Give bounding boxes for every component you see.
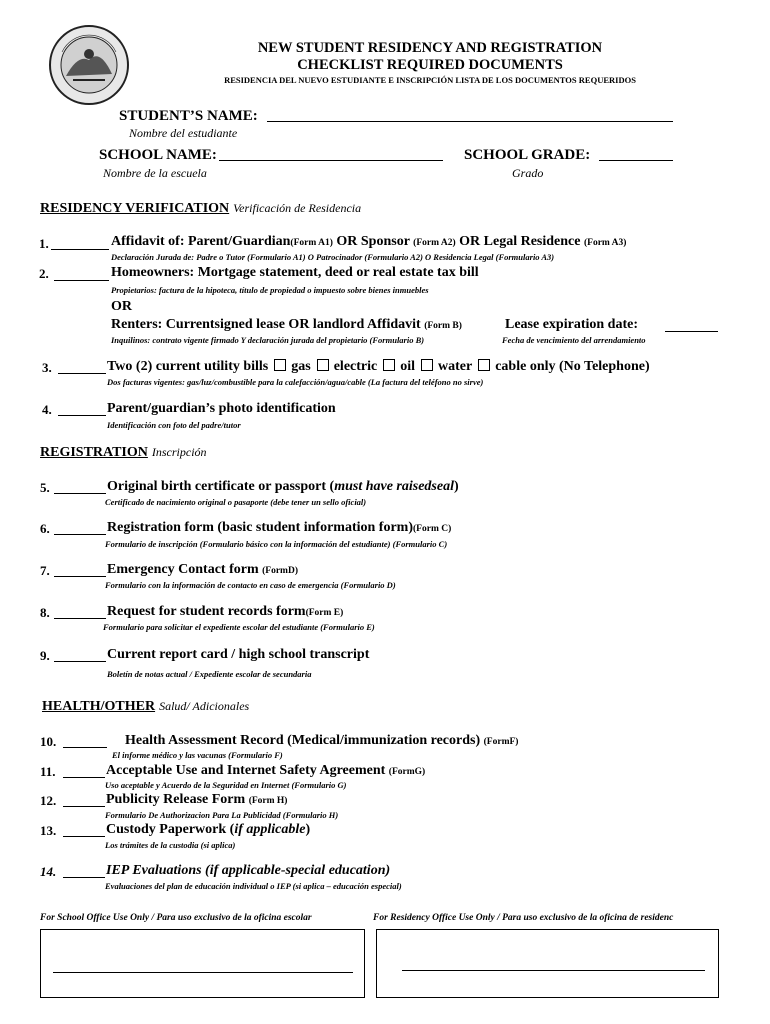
school-grade-field[interactable] [599,160,673,161]
item8-check-line[interactable] [54,618,106,619]
item12-spanish: Formulario De Authorizacion Para La Publicidad (Formulario H) [105,810,339,820]
item2-number: 2. [39,266,49,281]
item1-check-line[interactable] [51,249,109,250]
item10-spanish: El informe médico y las vacunas (Formulario F) [112,750,283,760]
item12-label: Publicity Release Form (Form H) [106,792,288,807]
residency-office-signature-line[interactable] [402,970,705,971]
item4-number: 4. [42,402,52,417]
item6-spanish: Formulario de inscripción (Formulario básico con la información del estudiante) (Formulario C) [105,539,448,549]
item5-check-line[interactable] [54,493,106,494]
item6-number: 6. [40,521,50,536]
lease-expiration-field[interactable] [665,331,718,332]
lease-expiration-label: Lease expiration date: [505,317,638,332]
school-office-label: For School Office Use Only / Para uso exclusivo de la oficina escolar [40,913,312,923]
residency-office-box[interactable] [376,929,719,998]
item14-number: 14. [40,864,57,879]
water-checkbox[interactable] [421,359,433,371]
item9-label: Current report card / high school transcript [107,647,370,662]
item7-check-line[interactable] [54,576,106,577]
item13-check-line[interactable] [63,836,105,837]
cable-checkbox[interactable] [478,359,490,371]
item7-label: Emergency Contact form (FormD) [107,562,298,577]
item4-label: Parent/guardian’s photo identification [107,401,336,416]
item1-label: Affidavit of: Parent/Guardian(Form A1) OR Sponsor (Form A2) OR Legal Residence (Form A3) [111,234,627,249]
item12-check-line[interactable] [63,806,105,807]
electric-checkbox[interactable] [317,359,329,371]
item4-spanish: Identificación con foto del padre/tutor [107,420,241,430]
item13-label: Custody Paperwork (if applicable) [106,822,311,837]
item3-number: 3. [42,360,52,375]
item11-number: 11. [40,764,56,779]
item10-label: Health Assessment Record (Medical/immunization records) (FormF) [125,733,519,748]
item13-spanish: Los trámites de la custodia (si aplica) [105,840,236,850]
title-line2: CHECKLIST REQUIRED DOCUMENTS [297,57,563,73]
item9-check-line[interactable] [54,661,106,662]
item11-check-line[interactable] [63,777,105,778]
item2-or: OR [111,299,132,314]
item8-number: 8. [40,605,50,620]
student-name-field[interactable] [267,121,673,122]
title-line1: NEW STUDENT RESIDENCY AND REGISTRATION [257,40,603,56]
item5-number: 5. [40,480,50,495]
item1-spanish: Declaración Jurada de: Padre o Tutor (Formulario A1) O Patrocinador (Formulario A2) O Residencia Legal (Formulario A3) [111,252,555,262]
item8-spanish: Formulario para solicitar el expediente escolar del estudiante (Formulario E) [103,622,375,632]
school-grade-label: SCHOOL GRADE: [464,147,591,163]
residency-section-title: RESIDENCY VERIFICATION Verificación de Residencia [40,201,362,216]
item2-spanish: Propietarios: factura de la hipoteca, título de propiedad o impuesto sobre bienes inmuebles [111,285,429,295]
registration-section-title: REGISTRATION Inscripción [40,445,207,460]
item7-spanish: Formulario con la información de contacto en caso de emergencia (Formulario D) [105,580,396,590]
oil-checkbox[interactable] [383,359,395,371]
school-office-box[interactable] [40,929,365,998]
item7-number: 7. [40,563,50,578]
item14-check-line[interactable] [63,877,105,878]
item14-spanish: Evaluaciones del plan de educación individual o IEP (si aplica – educación especial) [105,881,402,891]
item1-number: 1. [39,236,49,251]
student-name-label: STUDENT’S NAME: [119,108,258,124]
item2-label: Homeowners: Mortgage statement, deed or real estate tax bill [111,265,479,280]
lease-expiration-spanish: Fecha de vencimiento del arrendamiento [502,335,646,345]
item6-check-line[interactable] [54,534,106,535]
residency-office-label: For Residency Office Use Only / Para uso exclusivo de la oficina de residenc [373,913,674,923]
item5-spanish: Certificado de nacimiento original o pasaporte (debe tener un sello oficial) [105,497,367,507]
subtitle: RESIDENCIA DEL NUEVO ESTUDIANTE E INSCRIPCIÓN LISTA DE LOS DOCUMENTOS REQUERIDOS [224,75,636,85]
item11-spanish: Uso aceptable y Acuerdo de la Seguridad en Internet (Formulario G) [105,780,347,790]
item10-number: 10. [40,734,57,749]
item3-check-line[interactable] [58,373,106,374]
item14-label: IEP Evaluations (if applicable-special education) [106,863,391,878]
school-grade-sub: Grado [512,166,544,180]
student-name-sub: Nombre del estudiante [129,126,238,140]
item9-spanish: Boletín de notas actual / Expediente escolar de secundaria [107,669,312,679]
item2-renters-spanish: Inquilinos: contrato vigente firmado Y declaración jurada del propietario (Formulario B) [111,335,425,345]
item13-number: 13. [40,823,57,838]
school-name-label: SCHOOL NAME: [99,147,217,163]
item6-label: Registration form (basic student information form)(Form C) [107,520,452,535]
item3-label: Two (2) current utility bills gas electric oil water cable only (No Telephone) [107,359,650,374]
school-name-field[interactable] [219,160,443,161]
item5-label: Original birth certificate or passport (must have raisedseal) [107,479,459,494]
item3-spanish: Dos facturas vigentes: gas/luz/combustible para la calefacción/agua/cable (La factura del teléfono no sirve) [107,377,484,387]
item4-check-line[interactable] [58,415,106,416]
gas-checkbox[interactable] [274,359,286,371]
school-office-signature-line[interactable] [53,972,353,973]
item10-check-line[interactable] [63,747,107,748]
item2-renters: Renters: Currentsigned lease OR landlord Affidavit (Form B) [111,317,462,332]
item8-label: Request for student records form(Form E) [107,604,344,619]
school-name-sub: Nombre de la escuela [103,166,207,180]
health-section-title: HEALTH/OTHER Salud/ Adicionales [42,699,250,714]
item2-check-line[interactable] [54,280,109,281]
item11-label: Acceptable Use and Internet Safety Agreement (FormG) [106,763,426,778]
item12-number: 12. [40,793,57,808]
item9-number: 9. [40,648,50,663]
